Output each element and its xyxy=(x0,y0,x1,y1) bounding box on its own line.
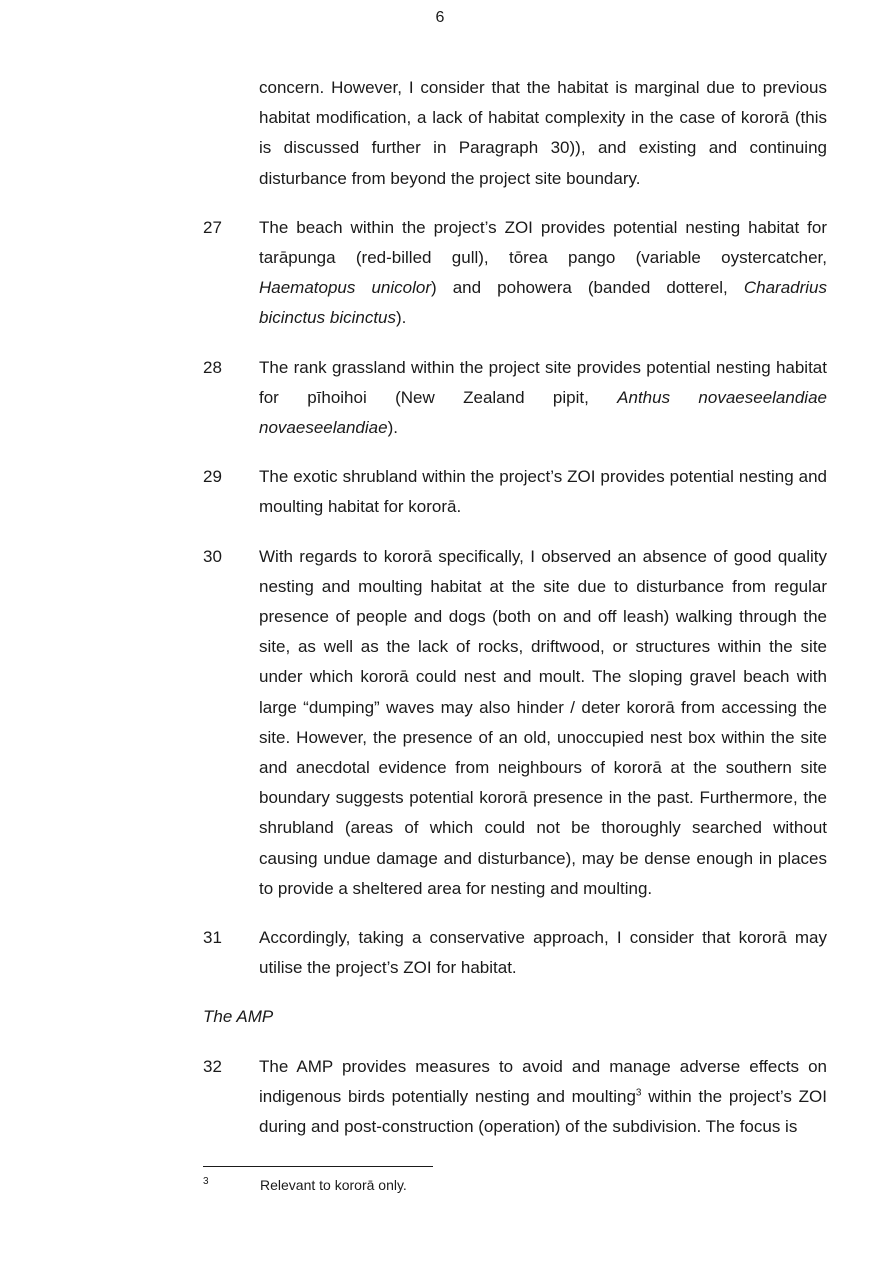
paragraph-31 xyxy=(203,923,827,983)
footnote-text: Relevant to kororā only. xyxy=(260,1177,407,1193)
species-name: Anthus novaeseelandiae novaeseelandiae xyxy=(259,387,827,438)
paragraph-29 xyxy=(203,462,827,522)
paragraph-number: 32 xyxy=(203,1056,222,1076)
footnote-divider xyxy=(203,1166,433,1167)
paragraph-text: concern. However, I consider that the habitat is marginal due to previous habitat modification, a lack of habitat complexity in the case of kororā (this is discussed further in Paragraph 30)), and existing and continuing disturbance from beyond the project site boundary. xyxy=(259,78,827,188)
species-name: Haematopus unicolor xyxy=(259,278,431,298)
paragraph-text: The AMP provides measures to avoid and manage adverse effects on indigenous birds potentially nesting and moulting xyxy=(259,1056,827,1106)
paragraph-27 xyxy=(203,213,827,334)
footnote-reference[interactable]: 3 xyxy=(635,1087,642,1099)
species-name: Charadrius bicinctus bicinctus xyxy=(259,278,827,328)
paragraph-number: 29 xyxy=(203,467,222,487)
paragraph-number: 27 xyxy=(203,217,222,237)
paragraph-text: ). xyxy=(396,308,407,328)
paragraph-text: The rank grassland within the project site provides potential nesting habitat for pīhoihoi (New Zealand pipit, xyxy=(259,357,827,407)
paragraph-number: 31 xyxy=(203,928,222,948)
footnote-number: 3 xyxy=(203,1176,209,1187)
paragraph-text: Accordingly, taking a conservative approach, I consider that kororā may utilise the project’s ZOI for habitat. xyxy=(259,928,827,978)
document-body xyxy=(203,73,827,1161)
paragraph-number: 30 xyxy=(203,546,222,566)
page-number: 6 xyxy=(435,9,445,26)
paragraph-text: ) and pohowera (banded dotterel, xyxy=(431,278,744,298)
paragraph-text: ). xyxy=(387,418,398,438)
paragraph-number: 28 xyxy=(203,357,222,377)
paragraph-30 xyxy=(203,542,827,904)
paragraph-text: The exotic shrubland within the project’s ZOI provides potential nesting and moulting habitat for kororā. xyxy=(259,467,827,517)
paragraph-text: With regards to kororā specifically, I observed an absence of good quality nesting and moulting habitat at the site due to disturbance from regular presence of people and dogs (both on and off leash) walking through the site, as well as the lack of rocks, driftwood, or structures within the site under which kororā could nest and moult. The sloping gravel beach with large “dumping” waves may also hinder / deter kororā from accessing the site. However, the presence of an old, unoccupied nest box within the site and anecdotal evidence from neighbours of kororā at the southern site boundary suggests potential kororā presence in the past. Furthermore, the shrubland (areas of which could not be thoroughly searched without causing undue damage and disturbance), may be dense enough in places to provide a sheltered area for nesting and moulting. xyxy=(259,546,827,898)
paragraph-continued xyxy=(203,73,827,194)
paragraph-text: within the project’s ZOI during and post-construction (operation) of the subdivision. The focus is xyxy=(259,1086,827,1137)
section-heading: The AMP xyxy=(203,1007,274,1027)
paragraph-28 xyxy=(203,353,827,444)
paragraph-32 xyxy=(203,1052,827,1143)
paragraph-text: The beach within the project’s ZOI provides potential nesting habitat for tarāpunga (red-billed gull), tōrea pango (variable oystercatcher, xyxy=(259,217,827,268)
